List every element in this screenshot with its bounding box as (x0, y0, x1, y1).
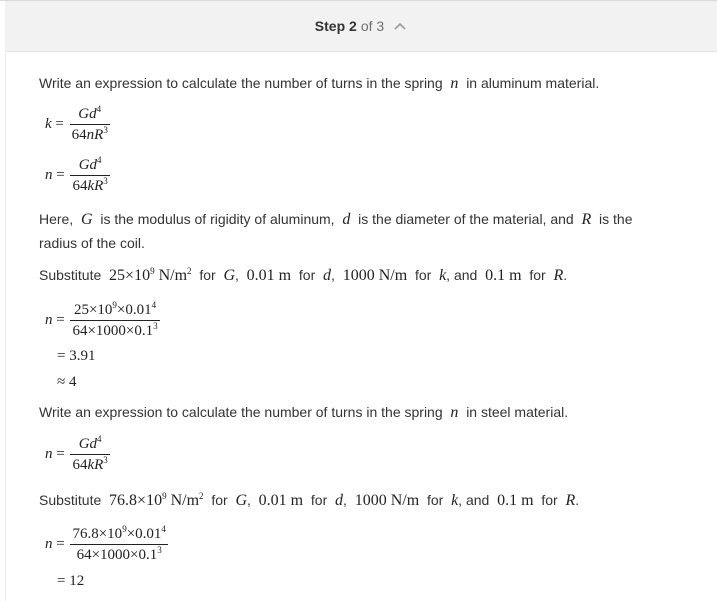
definitions-line-2: radius of the coil. (39, 235, 145, 251)
substitute-steel: Substitute $76.8\times 10^9$ $N/m^2$ for G, 0.01 m for d, 1000 N/m for k, and 0.1 m for R. (39, 491, 580, 509)
result-aluminum-rounded: ≈ 4 (57, 374, 77, 390)
equation-n-aluminum: n = $\frac{Gd^4}{64kR^3}$ (45, 155, 108, 194)
result-aluminum: = 3.91 (57, 348, 96, 364)
step-total: of 3 (360, 18, 385, 34)
calculation-steel: n = $\frac{76.8\times 10^9\times 0.01^4}{64\times 1000\times 0.1^3}$ (45, 524, 166, 563)
definitions-line: Here, G is the modulus of rigidity of aluminum, d is the diameter of the material, and R is the (39, 211, 633, 228)
calculation-aluminum: n = $\frac{25\times 10^9\times 0.01^4}{64\times 1000\times 0.1^3}$ (45, 300, 158, 339)
paragraph-aluminum: Write an expression to calculate the number of turns in the spring n in aluminum material. (39, 75, 600, 92)
result-steel: = 12 (57, 573, 85, 589)
step-header[interactable] (5, 1, 717, 52)
substitute-aluminum: Substitute $25\times 10^9$ $N/m^2$ for G, 0.01 m for d, 1000 N/m for k, and 0.1 m for R. (39, 266, 568, 284)
step-number: 2 (349, 18, 357, 34)
paragraph-steel: Write an expression to calculate the number of turns in the spring n in steel material. (39, 404, 569, 421)
content-left-border (5, 51, 6, 601)
equation-k: k = $\frac{Gd^4}{64nR^3}$ (45, 104, 108, 143)
equation-n-steel: n = $\frac{Gd^4}{64kR^3}$ (45, 434, 108, 473)
chevron-up-icon[interactable] (393, 21, 407, 31)
step-word: Step (314, 18, 346, 34)
